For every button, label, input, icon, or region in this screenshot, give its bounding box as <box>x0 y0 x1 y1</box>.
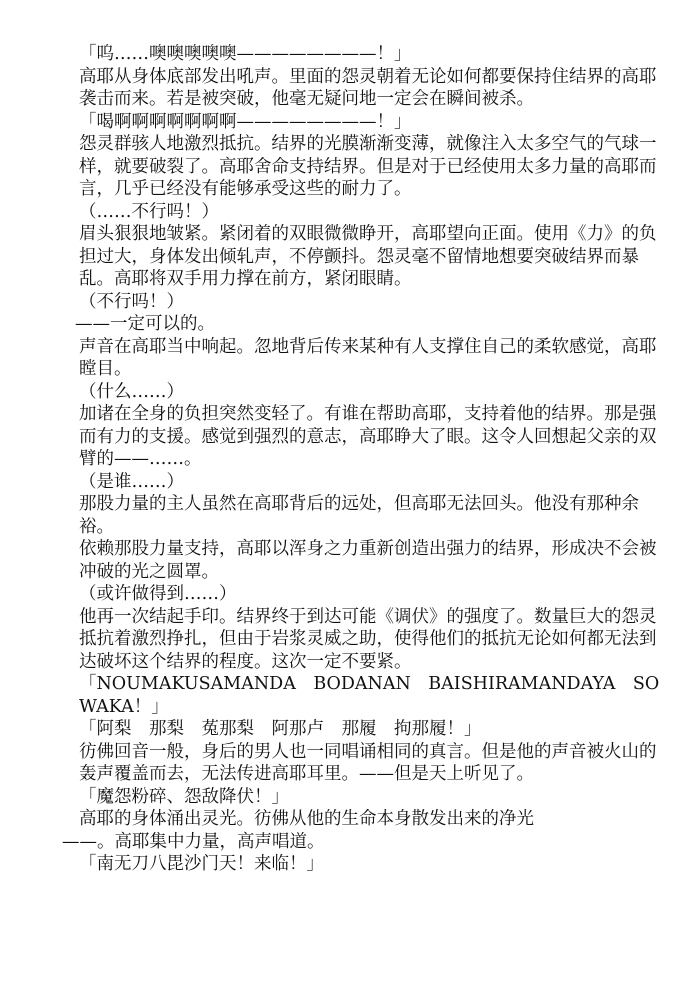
document-page <box>62 43 662 876</box>
body-paragraph: 怨灵群骇人地激烈抵抗。结界的光膜渐渐变薄，就像注入太多空气的气球一样，就要破裂了。高耶舍命支持结界。但是对于已经使用太多力量的高耶而言，几乎已经没有能够承受这些的耐力了。 <box>79 134 657 199</box>
body-paragraph: 眉头狠狠地皱紧。紧闭着的双眼微微睁开，高耶望向正面。使用《力》的负担过大，身体发出倾轧声，不停颤抖。怨灵毫不留情地想要突破结界而暴乱。高耶将双手用力撑在前方，紧闭眼睛。 <box>79 224 657 289</box>
body-paragraph: 彷佛回音一般，身后的男人也一同唱诵相同的真言。但是他的声音被火山的轰声覆盖而去，无法传进高耶耳里。——但是天上听见了。 <box>79 741 657 784</box>
mantra-line: 「阿梨 那梨 菟那梨 阿那卢 那履 拘那履！」 <box>79 719 482 739</box>
thought-line: （或许做得到……） <box>79 584 237 604</box>
voice-line: ——一定可以的。 <box>75 314 215 334</box>
thought-line: （……不行吗！） <box>79 201 219 222</box>
dialogue-line: 「喝啊啊啊啊啊啊啊————————！」 <box>79 111 412 132</box>
body-paragraph: 那股力量的主人虽然在高耶背后的远处，但高耶无法回头。他没有那种余裕。 <box>79 494 639 537</box>
dialogue-line: 「南无刀八毘沙门天！来临！」 <box>79 854 324 874</box>
body-paragraph: 加诸在全身的负担突然变轻了。有谁在帮助高耶，支持着他的结界。那是强而有力的支援。感觉到强烈的意志，高耶睁大了眼。这令人回想起父亲的双臂的——……。 <box>79 404 657 469</box>
body-paragraph: 依赖那股力量支持，高耶以浑身之力重新创造出强力的结界，形成决不会被冲破的光之圆罩。 <box>79 539 657 582</box>
body-paragraph: 他再一次结起手印。结界终于到达可能《调伏》的强度了。数量巨大的怨灵抵抗着激烈挣扎，但由于岩浆灵威之助，使得他们的抵抗无论如何都无法到达破坏这个结界的程度。这次一定不要紧。 <box>79 606 657 672</box>
dialogue-line: 「呜……噢噢噢噢噢————————！」 <box>79 44 412 64</box>
thought-line: （不行吗！） <box>79 291 184 312</box>
body-paragraph-continuation: ——。高耶集中力量，高声唱道。 <box>62 831 325 852</box>
body-paragraph: 声音在高耶当中响起。忽地背后传来某种有人支撑住自己的柔软感觉，高耶瞠目。 <box>79 336 657 379</box>
body-paragraph: 高耶的身体涌出灵光。彷佛从他的生命本身散发出来的净光 <box>79 809 534 829</box>
dialogue-line: 「魔怨粉碎、怨敌降伏！」 <box>79 786 289 807</box>
thought-line: （是谁……） <box>79 471 184 492</box>
body-paragraph: 高耶从身体底部发出吼声。里面的怨灵朝着无论如何都要保持住结界的高耶袭击而来。若是被突破，他毫无疑问地一定会在瞬间被杀。 <box>79 66 657 109</box>
thought-line: （什么……） <box>79 381 184 402</box>
mantra-line: 「NOUMAKUSAMANDA BODANAN BAISHIRAMANDAYA SOWAKA！」 <box>79 674 660 717</box>
